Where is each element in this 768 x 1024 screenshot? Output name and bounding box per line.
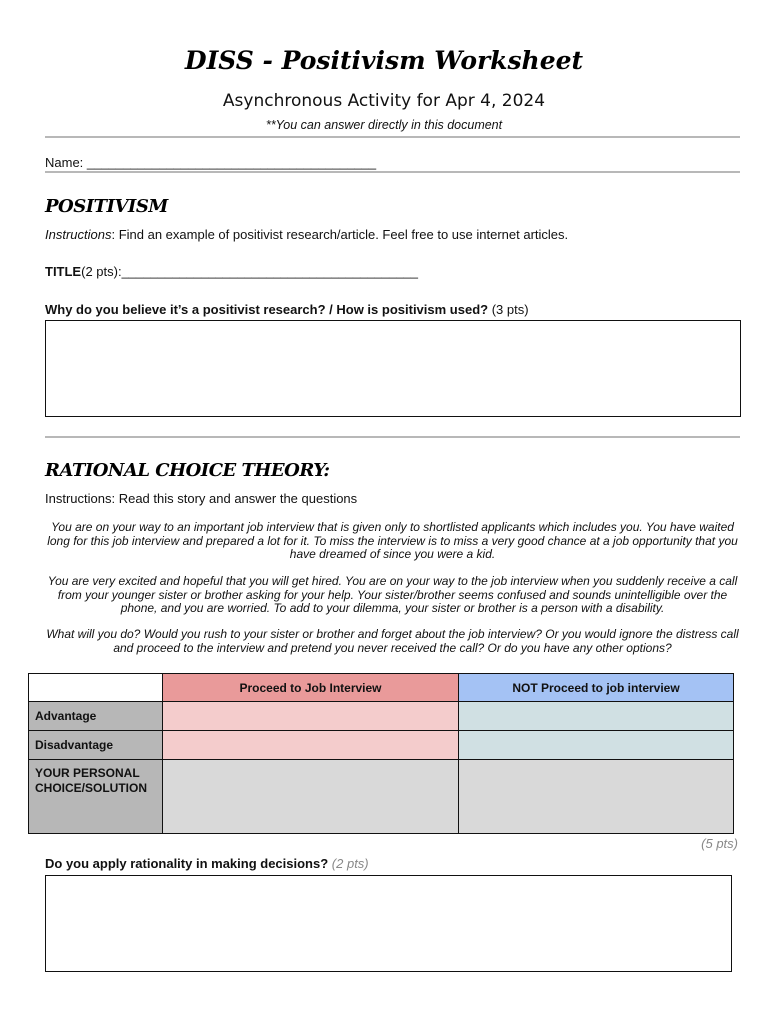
row-label-personal-choice: YOUR PERSONAL CHOICE/SOLUTION <box>29 760 163 834</box>
table-corner-cell <box>29 674 163 702</box>
title-label: TITLE <box>45 264 82 279</box>
rationality-question-pts: (2 pts) <box>331 856 369 871</box>
rationality-question <box>45 856 369 871</box>
choice-proceed-cell[interactable] <box>163 760 459 834</box>
divider <box>45 171 740 173</box>
name-label: Name: <box>45 155 84 170</box>
choice-table <box>28 673 734 834</box>
disadvantage-not-proceed-cell[interactable] <box>459 731 734 760</box>
row-label-advantage: Advantage <box>29 702 163 731</box>
instructions-label: Instructions <box>45 227 112 242</box>
advantage-proceed-cell[interactable] <box>163 702 459 731</box>
question-pts: (3 pts) <box>491 302 529 317</box>
name-blank[interactable]: ________________________________________ <box>86 155 377 170</box>
positivism-question <box>45 302 529 317</box>
col-header-not-proceed: NOT Proceed to job interview <box>459 674 734 702</box>
rationality-answer-box[interactable] <box>45 875 732 972</box>
divider <box>45 136 740 138</box>
question-text: Why do you believe it’s a positivist research? / How is positivism used? <box>45 302 489 317</box>
answer-note: **You can answer directly in this document <box>265 118 503 132</box>
positivism-heading: POSITIVISM <box>45 196 168 217</box>
worksheet-title: DISS - Positivism Worksheet <box>184 46 584 75</box>
positivism-instructions <box>45 227 568 242</box>
title-blank[interactable]: _________________________________________ <box>121 264 419 279</box>
story-paragraph: What will you do? Would you rush to your sister or brother and forget about the job interview? Or you would ignore the distress call and proceed to the interview and pretend you never received the call? Or do you have any other options? <box>46 627 739 655</box>
advantage-not-proceed-cell[interactable] <box>459 702 734 731</box>
title-field[interactable] <box>45 264 418 279</box>
row-label-disadvantage: Disadvantage <box>29 731 163 760</box>
divider <box>45 436 740 438</box>
rational-choice-heading: RATIONAL CHOICE THEORY: <box>45 460 330 481</box>
story-paragraph: You are very excited and hopeful that you will get hired. You are on your way to the job interview when you suddenly receive a call from your younger sister or brother asking for your help. Your sister/brother seems confused and sounds unintelligible over the phone, and you are worried. To add to your dilemma, your sister or brother is a person with a disability. <box>47 574 738 615</box>
title-pts: (2 pts): <box>81 264 122 279</box>
story-paragraph: You are on your way to an important job interview that is given only to shortlisted applicants which includes you. You have waited long for this job interview and prepared a lot for it. To miss the interview is to miss a very good chance at a job opportunity that you have dreamed of since you were a kid. <box>47 520 738 561</box>
positivism-answer-box[interactable] <box>45 320 741 417</box>
rationality-question-text: Do you apply rationality in making decisions? <box>45 856 329 871</box>
choice-not-proceed-cell[interactable] <box>459 760 734 834</box>
instructions-text: : Find an example of positivist research/article. Feel free to use internet articles. <box>111 227 569 242</box>
col-header-proceed: Proceed to Job Interview <box>163 674 459 702</box>
disadvantage-proceed-cell[interactable] <box>163 731 459 760</box>
worksheet-subtitle: Asynchronous Activity for Apr 4, 2024 <box>222 91 546 111</box>
name-field[interactable] <box>45 155 376 170</box>
rational-choice-instructions: Instructions: Read this story and answer the questions <box>45 491 358 506</box>
table-points: (5 pts) <box>701 836 738 851</box>
